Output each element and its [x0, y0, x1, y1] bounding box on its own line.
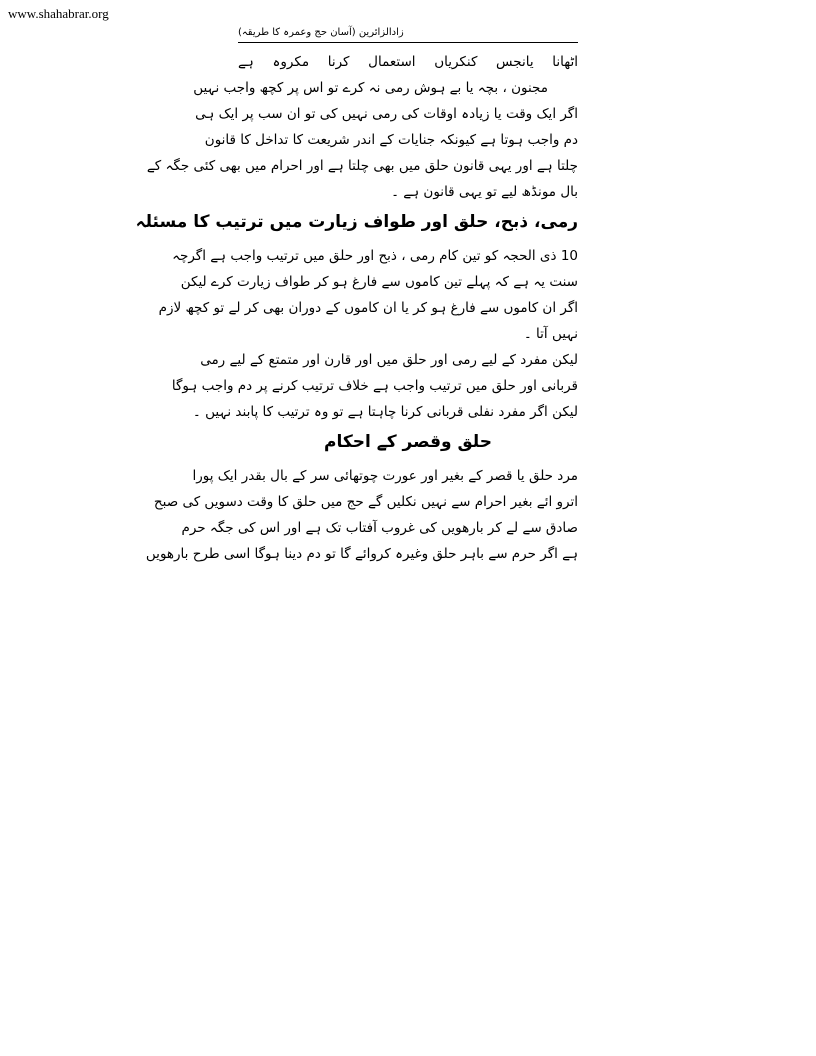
text-line: صادق سے لے کر بارھویں کی غروب آفتاب تک ہے اور اس کی جگہ حرم: [181, 520, 578, 536]
text-line: 10 ذی الحجہ کو تین کام رمی ، ذبح اور حلق میں ترتیب واجب ہے اگرچہ: [172, 248, 578, 264]
text-line: نہیں آتا ۔: [523, 326, 578, 342]
text-line: لیکن مفرد کے لیے رمی اور حلق میں اور قارن اور متمتع کے لیے رمی: [200, 352, 578, 368]
text-line: ہے اگر حرم سے باہر حلق وغیرہ کروائے گا تو دم دینا ہوگا اسی طرح بارھویں: [145, 546, 578, 562]
section-heading-sequence: رمی، ذبح، حلق اور طواف زیارت میں ترتیب کا مسئلہ: [135, 212, 578, 232]
text-line: بال مونڈھ لیے تو یہی قانون ہے ۔: [391, 184, 578, 200]
text-line: اگر ایک وقت یا زیادہ اوقات کی رمی نہیں کی تو ان سب پر ایک ہی: [195, 106, 578, 122]
paragraph-block-3: [145, 463, 578, 567]
section-heading-halq-qasr: حلق وقصر کے احکام: [324, 432, 492, 452]
text-line: اگر ان کاموں سے فارغ ہو کر یا ان کاموں کے دوران بھی کر لے تو کچھ لازم: [158, 300, 578, 316]
text-line: سنت یہ ہے کہ پہلے تین کاموں سے فارغ ہو کر طواف زیارت کرے لیکن: [180, 274, 578, 290]
text-line: مجنون ، بچہ یا بے ہوش رمی نہ کرے تو اس پر کچھ واجب نہیں: [193, 80, 548, 96]
book-page: [135, 26, 578, 567]
paragraph-block-1: [146, 49, 578, 205]
text-line: قربانی اور حلق میں ترتیب واجب ہے خلاف ترتیب کرنے پر دم واجب ہوگا: [171, 378, 578, 394]
paragraph-block-2: [158, 243, 578, 425]
running-header: زادالزائرین (آسان حج وعمرہ کا طریقہ): [238, 26, 578, 43]
text-line: دم واجب ہوتا ہے کیونکہ جنایات کے اندر شریعت کا تداخل کا قانون: [204, 132, 578, 148]
text-line: اترو ائے بغیر احرام سے نہیں نکلیں گے حج میں حلق کا وقت دسویں کی صبح: [153, 494, 578, 510]
text-line: لیکن اگر مفرد نفلی قربانی کرنا چاہتا ہے تو وہ ترتیب کا پابند نہیں ۔: [192, 404, 578, 420]
text-line: اٹھانا یانجس کنکریاں استعمال کرنا مکروہ ہے: [238, 54, 578, 70]
text-line: چلتا ہے اور یہی قانون حلق میں بھی چلتا ہے اور احرام میں بھی کئی جگہ کے: [146, 158, 578, 174]
site-watermark: www.shahabrar.org: [8, 6, 109, 21]
text-line: مرد حلق یا قصر کے بغیر اور عورت چوتھائی سر کے بال بقدر ایک پورا: [192, 468, 578, 484]
